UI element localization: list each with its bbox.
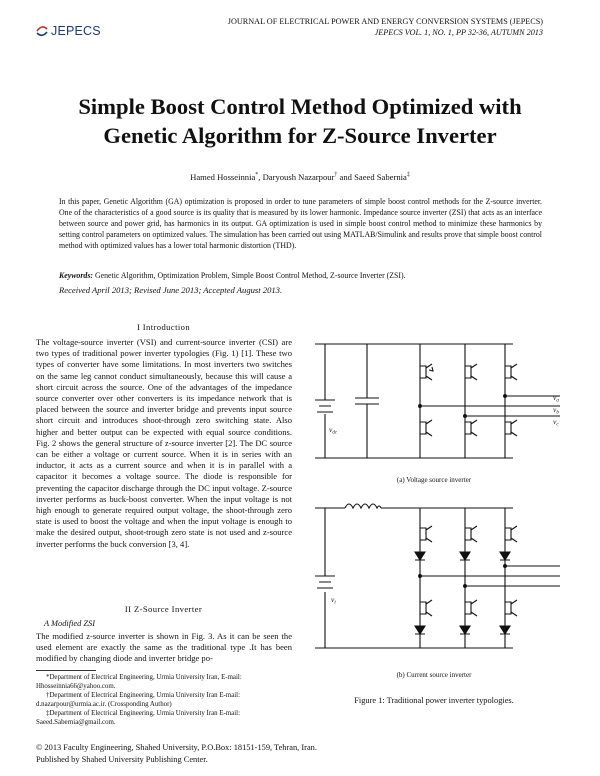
introduction-text: The voltage-source inverter (VSI) and current-source inverter (CSI) are two types of traditional power inverter typologies (Fig. 1) [1]. These two types of converter have some limitations. In most inverters two switches on the same leg cannot conduct simultaneously, because this will cause a short circuit across the source. One of the advantages of the impedance source converter over other converters is its impedance network that is placed between the source and inverter bridge and prevents input source short circuit and introduces shoot-through zero switching state. Also higher and better output can be expected with equal source conditions. Fig. 2 shows the general structure of z-source inverter [2]. The DC source can be either a voltage or current source. When it is in series with an inductor, it acts as a current source and when it is in parallel with a capacitor it becomes a voltage source. The diode is responsible for preventing the capacitor discharge through the DC input voltage. Z-source inverter performs as buck-boost converter. When the input voltage is not high enough to generate required output voltage, the shoot-through zero state is used to boost the voltage and when the input voltage is enough to make the desired output, shoot-trough zero state is not used and z-source inverter performs the buck conversion [3, 4]. xyxy=(36,337,292,549)
label-vc: $v_c$ xyxy=(553,417,559,428)
keywords-list: Genetic Algorithm, Optimization Problem, Simple Boost Control Method, Z-source Inverter (ZSI). xyxy=(93,271,406,280)
journal-volume: JEPECS VOL. 1, NO. 1, PP 32-36, AUTUMN 2013 xyxy=(374,28,543,37)
label-va: $v_a$ xyxy=(553,393,559,404)
author-list xyxy=(0,172,600,182)
subsection-heading-modified-zsi: A Modified ZSI xyxy=(44,619,96,628)
footnote-divider xyxy=(36,670,96,671)
figure-caption: Figure 1: Traditional power inverter typologies. xyxy=(354,696,514,705)
author-3: and Saeed Sabernia xyxy=(337,172,407,182)
label-vdc: $v_{dc}$ xyxy=(329,425,338,436)
section-heading-zsource: II Z-Source Inverter xyxy=(124,604,203,614)
voltage-source-inverter-diagram xyxy=(315,344,560,458)
current-source-inverter-diagram xyxy=(315,504,560,648)
inverter-circuit-figure xyxy=(305,330,570,670)
abstract: In this paper, Genetic Algorithm (GA) optimization is proposed in order to tune parameters of simple boost control methods for the Z-source inverter. One of the characteristics of a good source is its quality that is measured by its lower harmonic. Impedance source inverter (ZSI) that acts as an interface between source and power grid, has harmonics in its output. GA optimization is used in simple boost control method to minimize these harmonics by setting control parameters on optimized values. The simulation has been carried out using MATLAB/Simulink and results prove that simple boost control method with optimized values has a lower total harmonic distortion (THD). xyxy=(59,197,542,250)
figure-caption-b: (b) Current source inverter xyxy=(396,671,472,679)
figure-caption-a: (a) Voltage source inverter xyxy=(396,476,472,484)
journal-logo xyxy=(35,24,101,38)
publisher-line: Published by Shahed University Publishing Center. xyxy=(36,754,208,764)
label-vb: $v_b$ xyxy=(553,405,559,416)
author-1: Hamed Hosseinnia xyxy=(190,172,256,182)
title-line-2: Genetic Algorithm for Z-Source Inverter xyxy=(103,123,497,148)
footnote-3: ‡Department of Electrical Engineering, Urmia University Iran E-mail: Saeed.Sabernia@gmail.com. xyxy=(36,710,241,726)
title-line-1: Simple Boost Control Method Optimized with xyxy=(78,94,522,119)
copyright-notice xyxy=(36,742,317,765)
jepecs-logo-icon xyxy=(35,24,49,38)
footnotes xyxy=(36,673,292,727)
keywords-label: Keywords: xyxy=(59,271,93,280)
section-heading-introduction: I Introduction xyxy=(136,322,191,332)
footnote-1: *Department of Electrical Engineering, Urmia University Iran, E-mail: Hhosseinnia66@yahoo.com. xyxy=(36,674,242,690)
logo-text: JEPECS xyxy=(51,24,101,38)
author-2-mark: † xyxy=(334,172,338,179)
author-3-mark: ‡ xyxy=(406,172,410,179)
label-vi: $v_i$ xyxy=(331,595,336,606)
journal-name: JOURNAL OF ELECTRICAL POWER AND ENERGY CONVERSION SYSTEMS (JEPECS) xyxy=(227,17,543,26)
zsource-text: The modified z-source inverter is shown in Fig. 3. As it can be seen the used element are exactly the same as the traditional type .It has been modified by changing diode and inverter bridge po- xyxy=(36,631,292,664)
journal-info xyxy=(228,16,543,38)
paper-title xyxy=(0,92,600,150)
author-2: , Daryoush Nazarpour xyxy=(258,172,335,182)
author-1-mark: * xyxy=(255,172,259,179)
keywords xyxy=(59,271,542,280)
received-dates: Received April 2013; Revised June 2013; Accepted August 2013. xyxy=(59,285,283,295)
copyright-line: © 2013 Faculty Engineering, Shahed University, P.O.Box: 18151-159, Tehran, Iran. xyxy=(36,743,317,752)
footnote-2: †Department of Electrical Engineering, Urmia University Iran E-mail: d.nazarpour@urmia.ac.ir. (Crossponding Author) xyxy=(36,692,241,708)
